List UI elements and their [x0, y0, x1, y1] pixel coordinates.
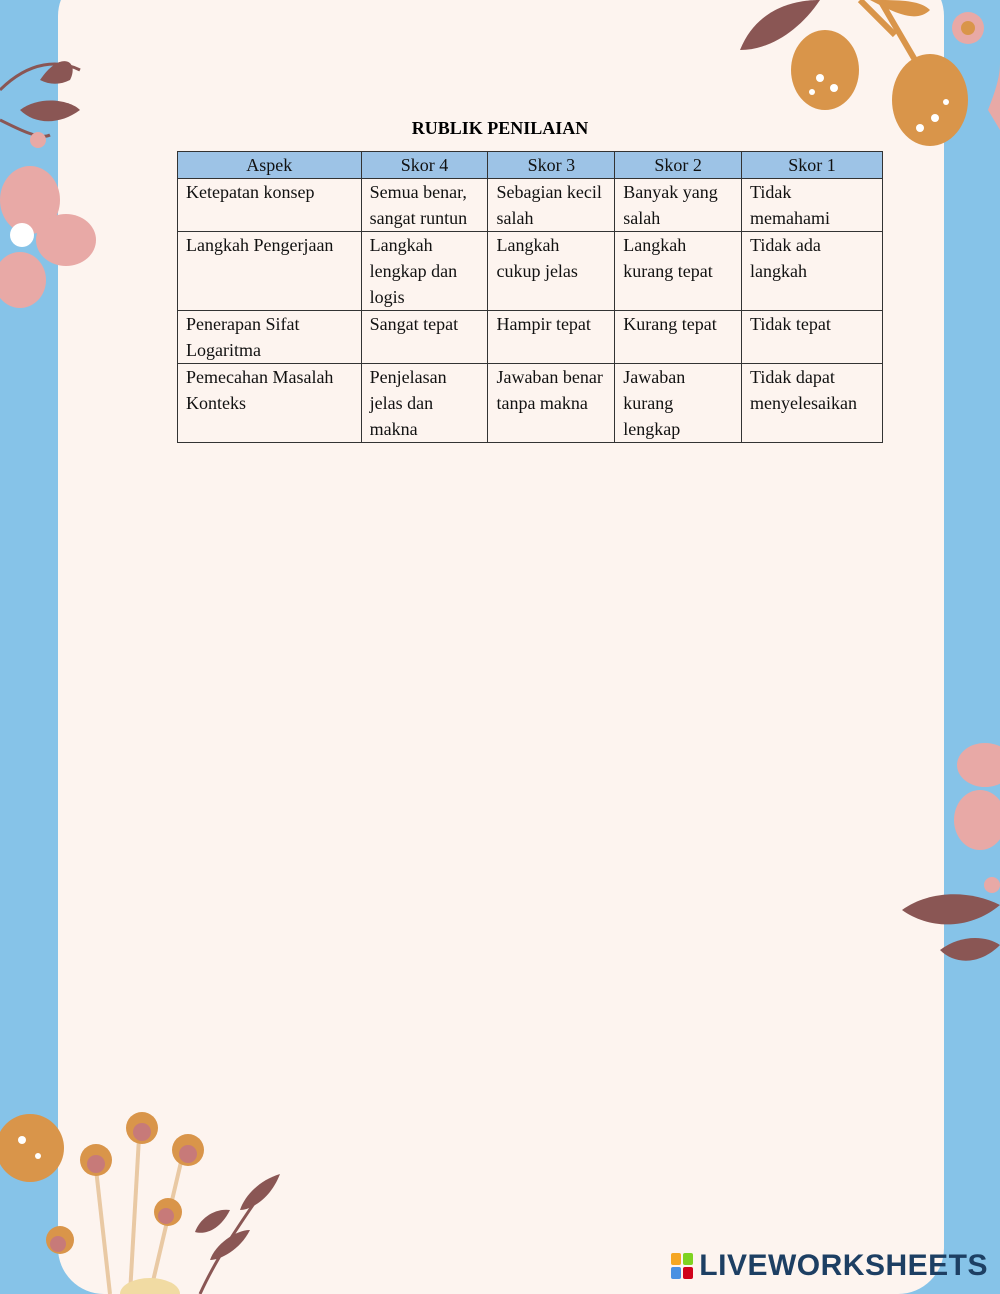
score-cell: Penjelasan jelas dan makna: [361, 364, 488, 443]
table-row: [178, 232, 883, 311]
table-header-row: [178, 152, 883, 179]
score-cell: Tidak tepat: [742, 311, 883, 364]
score-cell: Sangat tepat: [361, 311, 488, 364]
table-row: [178, 311, 883, 364]
score-cell: Kurang tepat: [615, 311, 742, 364]
column-header-skor-1: Skor 1: [742, 152, 883, 179]
liveworksheets-logo[interactable]: [671, 1248, 988, 1284]
aspect-cell: Langkah Pengerjaan: [178, 232, 362, 311]
floral-decoration-bottom-left: [0, 1100, 300, 1294]
logo-text: LIVEWORKSHEETS: [699, 1249, 988, 1282]
column-header-skor-4: Skor 4: [361, 152, 488, 179]
column-header-skor-2: Skor 2: [615, 152, 742, 179]
score-cell: Jawaban benar tanpa makna: [488, 364, 615, 443]
score-cell: Tidak dapat menyelesaikan: [742, 364, 883, 443]
document-title: RUBLIK PENILAIAN: [411, 118, 589, 138]
aspect-cell: Pemecahan Masalah Konteks: [178, 364, 362, 443]
score-cell: Banyak yang salah: [615, 179, 742, 232]
column-header-skor-3: Skor 3: [488, 152, 615, 179]
score-cell: Tidak memahami: [742, 179, 883, 232]
score-cell: Langkah lengkap dan logis: [361, 232, 488, 311]
score-cell: Semua benar, sangat runtun: [361, 179, 488, 232]
liveworksheets-logo-icon: [671, 1253, 693, 1279]
score-cell: Sebagian kecil salah: [488, 179, 615, 232]
rubric-table: [177, 151, 883, 443]
score-cell: Jawaban kurang lengkap: [615, 364, 742, 443]
score-cell: Langkah cukup jelas: [488, 232, 615, 311]
floral-decoration-left: [0, 40, 130, 340]
column-header-aspek: Aspek: [178, 152, 362, 179]
aspect-cell: Ketepatan konsep: [178, 179, 362, 232]
score-cell: Langkah kurang tepat: [615, 232, 742, 311]
score-cell: Hampir tepat: [488, 311, 615, 364]
floral-decoration-right: [890, 720, 1000, 1020]
aspect-cell: Penerapan Sifat Logaritma: [178, 311, 362, 364]
table-row: [178, 179, 883, 232]
score-cell: Tidak ada langkah: [742, 232, 883, 311]
table-row: [178, 364, 883, 443]
